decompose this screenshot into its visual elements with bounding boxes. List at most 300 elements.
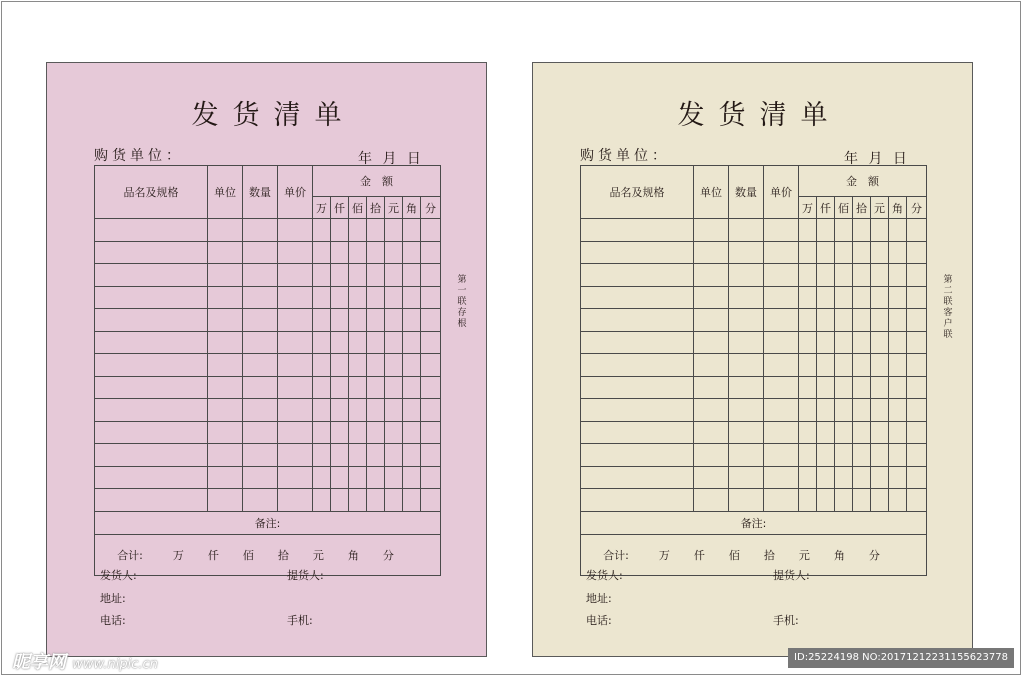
- table-cell[interactable]: [729, 354, 764, 377]
- table-cell[interactable]: [385, 466, 403, 489]
- table-cell[interactable]: [208, 241, 243, 264]
- table-cell[interactable]: [313, 489, 331, 512]
- table-cell[interactable]: [385, 354, 403, 377]
- table-cell[interactable]: [278, 376, 313, 399]
- table-cell[interactable]: [581, 219, 694, 242]
- table-cell[interactable]: [421, 421, 441, 444]
- table-cell[interactable]: [349, 309, 367, 332]
- table-cell[interactable]: [729, 489, 764, 512]
- table-row: [95, 466, 441, 489]
- table-cell[interactable]: [208, 286, 243, 309]
- table-cell[interactable]: [385, 309, 403, 332]
- table-cell[interactable]: [817, 331, 835, 354]
- table-cell[interactable]: [889, 399, 907, 422]
- table-row: [581, 376, 927, 399]
- table-cell[interactable]: [889, 466, 907, 489]
- table-cell[interactable]: [907, 376, 927, 399]
- table-cell[interactable]: [208, 309, 243, 332]
- table-cell[interactable]: [367, 466, 385, 489]
- total-label: 合计:: [603, 548, 629, 562]
- table-cell[interactable]: [208, 219, 243, 242]
- table-row: [95, 241, 441, 264]
- table-cell[interactable]: [799, 444, 817, 467]
- table-cell[interactable]: [421, 309, 441, 332]
- table-cell[interactable]: [764, 399, 799, 422]
- table-cell[interactable]: [581, 421, 694, 444]
- table-cell[interactable]: [349, 421, 367, 444]
- table-cell[interactable]: [799, 399, 817, 422]
- table-cell[interactable]: [208, 354, 243, 377]
- table-cell[interactable]: [421, 354, 441, 377]
- table-cell[interactable]: [889, 219, 907, 242]
- table-cell[interactable]: [764, 219, 799, 242]
- table-cell[interactable]: [208, 399, 243, 422]
- table-cell[interactable]: [907, 489, 927, 512]
- table-cell[interactable]: [313, 286, 331, 309]
- table-cell[interactable]: [581, 354, 694, 377]
- table-cell[interactable]: [403, 309, 421, 332]
- table-row: [95, 264, 441, 287]
- table-cell[interactable]: [349, 399, 367, 422]
- table-cell[interactable]: [889, 444, 907, 467]
- table-cell[interactable]: [95, 466, 208, 489]
- table-cell[interactable]: [385, 376, 403, 399]
- table-cell[interactable]: [95, 241, 208, 264]
- table-cell[interactable]: [871, 444, 889, 467]
- table-cell[interactable]: [208, 466, 243, 489]
- table-cell[interactable]: [817, 376, 835, 399]
- mobile-label: 手机:: [773, 614, 799, 627]
- table-cell[interactable]: [871, 241, 889, 264]
- table-cell[interactable]: [349, 286, 367, 309]
- table-cell[interactable]: [835, 354, 853, 377]
- table-cell[interactable]: [853, 421, 871, 444]
- table-cell[interactable]: [853, 309, 871, 332]
- table-cell[interactable]: [889, 421, 907, 444]
- table-cell[interactable]: [817, 421, 835, 444]
- table-cell[interactable]: [385, 286, 403, 309]
- table-cell[interactable]: [421, 219, 441, 242]
- table-cell[interactable]: [581, 444, 694, 467]
- table-cell[interactable]: [403, 219, 421, 242]
- table-cell[interactable]: [367, 444, 385, 467]
- table-cell[interactable]: [835, 219, 853, 242]
- table-cell[interactable]: [331, 399, 349, 422]
- table-cell[interactable]: [349, 354, 367, 377]
- table-cell[interactable]: [729, 466, 764, 489]
- table-cell[interactable]: [907, 399, 927, 422]
- table-cell[interactable]: [331, 489, 349, 512]
- table-cell[interactable]: [421, 264, 441, 287]
- table-cell[interactable]: [313, 331, 331, 354]
- table-cell[interactable]: [907, 309, 927, 332]
- table-cell[interactable]: [581, 309, 694, 332]
- table-cell[interactable]: [764, 264, 799, 287]
- table-cell[interactable]: [835, 466, 853, 489]
- table-cell[interactable]: [729, 399, 764, 422]
- table-cell[interactable]: [871, 264, 889, 287]
- table-cell[interactable]: [729, 421, 764, 444]
- table-cell[interactable]: [907, 241, 927, 264]
- table-cell[interactable]: [799, 489, 817, 512]
- table-row: [581, 444, 927, 467]
- table-cell[interactable]: [95, 421, 208, 444]
- table-cell[interactable]: [729, 286, 764, 309]
- table-cell[interactable]: [764, 241, 799, 264]
- table-cell[interactable]: [421, 444, 441, 467]
- table-cell[interactable]: [349, 466, 367, 489]
- table-cell[interactable]: [764, 354, 799, 377]
- table-cell[interactable]: [835, 376, 853, 399]
- total-unit: 仟: [693, 548, 705, 562]
- table-cell[interactable]: [367, 286, 385, 309]
- table-cell[interactable]: [817, 286, 835, 309]
- table-cell[interactable]: [764, 309, 799, 332]
- table-cell[interactable]: [331, 376, 349, 399]
- table-cell[interactable]: [889, 354, 907, 377]
- table-cell[interactable]: [385, 264, 403, 287]
- table-cell[interactable]: [208, 444, 243, 467]
- table-cell[interactable]: [349, 331, 367, 354]
- table-cell[interactable]: [835, 399, 853, 422]
- table-cell[interactable]: [403, 466, 421, 489]
- table-cell[interactable]: [278, 489, 313, 512]
- table-cell[interactable]: [421, 466, 441, 489]
- table-cell[interactable]: [694, 399, 729, 422]
- table-cell[interactable]: [581, 466, 694, 489]
- table-cell[interactable]: [243, 264, 278, 287]
- table-cell[interactable]: [421, 241, 441, 264]
- table-cell[interactable]: [799, 354, 817, 377]
- table-cell[interactable]: [871, 376, 889, 399]
- table-cell[interactable]: [889, 309, 907, 332]
- table-cell[interactable]: [871, 354, 889, 377]
- table-cell[interactable]: [278, 241, 313, 264]
- table-cell[interactable]: [243, 466, 278, 489]
- table-cell[interactable]: [385, 219, 403, 242]
- table-cell[interactable]: [243, 399, 278, 422]
- table-cell[interactable]: [367, 219, 385, 242]
- table-cell[interactable]: [313, 219, 331, 242]
- table-cell[interactable]: [313, 309, 331, 332]
- table-cell[interactable]: [694, 489, 729, 512]
- table-cell[interactable]: [729, 376, 764, 399]
- table-cell[interactable]: [385, 444, 403, 467]
- table-cell[interactable]: [278, 309, 313, 332]
- table-cell[interactable]: [871, 219, 889, 242]
- table-cell[interactable]: [208, 376, 243, 399]
- table-cell[interactable]: [243, 219, 278, 242]
- table-cell[interactable]: [208, 489, 243, 512]
- table-cell[interactable]: [403, 376, 421, 399]
- table-cell[interactable]: [817, 399, 835, 422]
- table-cell[interactable]: [367, 376, 385, 399]
- table-cell[interactable]: [278, 466, 313, 489]
- table-cell[interactable]: [853, 376, 871, 399]
- table-cell[interactable]: [385, 421, 403, 444]
- table-cell[interactable]: [349, 376, 367, 399]
- table-cell[interactable]: [313, 399, 331, 422]
- table-cell[interactable]: [243, 489, 278, 512]
- table-cell[interactable]: [694, 466, 729, 489]
- table-cell[interactable]: [907, 466, 927, 489]
- table-cell[interactable]: [421, 286, 441, 309]
- table-cell[interactable]: [331, 219, 349, 242]
- table-cell[interactable]: [278, 354, 313, 377]
- table-cell[interactable]: [889, 331, 907, 354]
- total-units: [143, 549, 418, 562]
- table-cell[interactable]: [367, 399, 385, 422]
- table-cell[interactable]: [313, 376, 331, 399]
- table-cell[interactable]: [313, 444, 331, 467]
- table-cell[interactable]: [95, 286, 208, 309]
- table-cell[interactable]: [835, 421, 853, 444]
- table-cell[interactable]: [871, 286, 889, 309]
- table-cell[interactable]: [243, 241, 278, 264]
- table-cell[interactable]: [694, 444, 729, 467]
- table-cell[interactable]: [907, 264, 927, 287]
- table-cell[interactable]: [243, 376, 278, 399]
- table-cell[interactable]: [729, 444, 764, 467]
- table-cell[interactable]: [421, 331, 441, 354]
- table-cell[interactable]: [421, 376, 441, 399]
- table-cell[interactable]: [243, 421, 278, 444]
- goods-table: [580, 165, 927, 576]
- table-cell[interactable]: [729, 309, 764, 332]
- table-cell[interactable]: [581, 489, 694, 512]
- table-cell[interactable]: [799, 466, 817, 489]
- table-cell[interactable]: [403, 421, 421, 444]
- table-cell[interactable]: [349, 241, 367, 264]
- table-cell[interactable]: [367, 264, 385, 287]
- table-cell[interactable]: [581, 286, 694, 309]
- table-cell[interactable]: [871, 309, 889, 332]
- table-cell[interactable]: [243, 286, 278, 309]
- table-cell[interactable]: [764, 444, 799, 467]
- table-cell[interactable]: [349, 219, 367, 242]
- table-cell[interactable]: [95, 376, 208, 399]
- table-cell[interactable]: [313, 354, 331, 377]
- table-cell[interactable]: [278, 399, 313, 422]
- table-cell[interactable]: [817, 489, 835, 512]
- table-cell[interactable]: [889, 264, 907, 287]
- table-cell[interactable]: [208, 264, 243, 287]
- table-cell[interactable]: [331, 286, 349, 309]
- date-label: 年 月 日: [358, 151, 421, 167]
- table-cell[interactable]: [95, 309, 208, 332]
- table-cell[interactable]: [243, 331, 278, 354]
- table-cell[interactable]: [403, 286, 421, 309]
- table-cell[interactable]: [95, 444, 208, 467]
- table-cell[interactable]: [385, 489, 403, 512]
- table-cell[interactable]: [694, 219, 729, 242]
- table-cell[interactable]: [208, 331, 243, 354]
- table-cell[interactable]: [889, 376, 907, 399]
- table-cell[interactable]: [349, 444, 367, 467]
- copy-label-char: 联: [943, 330, 953, 340]
- table-cell[interactable]: [403, 399, 421, 422]
- table-cell[interactable]: [403, 331, 421, 354]
- table-cell[interactable]: [581, 399, 694, 422]
- table-cell[interactable]: [835, 264, 853, 287]
- table-cell[interactable]: [313, 264, 331, 287]
- table-cell[interactable]: [835, 241, 853, 264]
- table-cell[interactable]: [694, 309, 729, 332]
- table-cell[interactable]: [694, 241, 729, 264]
- table-cell[interactable]: [421, 489, 441, 512]
- table-cell[interactable]: [95, 489, 208, 512]
- table-cell[interactable]: [764, 376, 799, 399]
- table-cell[interactable]: [799, 421, 817, 444]
- table-cell[interactable]: [331, 331, 349, 354]
- table-cell[interactable]: [367, 309, 385, 332]
- table-cell[interactable]: [835, 309, 853, 332]
- table-cell[interactable]: [907, 421, 927, 444]
- table-cell[interactable]: [581, 331, 694, 354]
- table-cell[interactable]: [243, 309, 278, 332]
- table-cell[interactable]: [385, 399, 403, 422]
- table-cell[interactable]: [331, 241, 349, 264]
- table-cell[interactable]: [853, 466, 871, 489]
- table-cell[interactable]: [907, 219, 927, 242]
- table-cell[interactable]: [403, 444, 421, 467]
- table-cell[interactable]: [729, 241, 764, 264]
- table-cell[interactable]: [95, 331, 208, 354]
- table-cell[interactable]: [729, 264, 764, 287]
- table-cell[interactable]: [694, 331, 729, 354]
- table-cell[interactable]: [764, 331, 799, 354]
- table-cell[interactable]: [764, 466, 799, 489]
- table-cell[interactable]: [95, 219, 208, 242]
- table-cell[interactable]: [764, 421, 799, 444]
- table-cell[interactable]: [817, 354, 835, 377]
- table-cell[interactable]: [581, 376, 694, 399]
- table-cell[interactable]: [835, 489, 853, 512]
- table-cell[interactable]: [853, 354, 871, 377]
- table-cell[interactable]: [243, 354, 278, 377]
- table-cell[interactable]: [385, 241, 403, 264]
- table-cell[interactable]: [403, 264, 421, 287]
- table-cell[interactable]: [871, 331, 889, 354]
- table-cell[interactable]: [889, 241, 907, 264]
- table-cell[interactable]: [871, 399, 889, 422]
- table-cell[interactable]: [581, 264, 694, 287]
- table-cell[interactable]: [907, 286, 927, 309]
- table-cell[interactable]: [694, 354, 729, 377]
- table-cell[interactable]: [853, 399, 871, 422]
- table-cell[interactable]: [871, 466, 889, 489]
- table-cell[interactable]: [349, 489, 367, 512]
- table-cell[interactable]: [95, 399, 208, 422]
- table-cell[interactable]: [208, 421, 243, 444]
- table-cell[interactable]: [799, 264, 817, 287]
- table-cell[interactable]: [95, 354, 208, 377]
- table-cell[interactable]: [853, 241, 871, 264]
- table-cell[interactable]: [581, 241, 694, 264]
- table-cell[interactable]: [729, 331, 764, 354]
- table-cell[interactable]: [835, 444, 853, 467]
- table-cell[interactable]: [817, 264, 835, 287]
- table-cell[interactable]: [853, 219, 871, 242]
- table-cell[interactable]: [278, 444, 313, 467]
- table-cell[interactable]: [694, 421, 729, 444]
- table-cell[interactable]: [367, 354, 385, 377]
- table-cell[interactable]: [331, 466, 349, 489]
- table-cell[interactable]: [243, 444, 278, 467]
- amount-digit-header: 佰: [349, 197, 367, 219]
- table-cell[interactable]: [907, 444, 927, 467]
- table-cell[interactable]: [278, 219, 313, 242]
- table-cell[interactable]: [694, 376, 729, 399]
- table-cell[interactable]: [421, 399, 441, 422]
- table-cell[interactable]: [817, 466, 835, 489]
- table-cell[interactable]: [817, 241, 835, 264]
- table-cell[interactable]: [799, 309, 817, 332]
- table-cell[interactable]: [853, 286, 871, 309]
- table-cell[interactable]: [799, 241, 817, 264]
- table-cell[interactable]: [313, 421, 331, 444]
- table-cell[interactable]: [835, 331, 853, 354]
- table-cell[interactable]: [799, 219, 817, 242]
- table-cell[interactable]: [331, 421, 349, 444]
- table-cell[interactable]: [799, 376, 817, 399]
- table-cell[interactable]: [817, 309, 835, 332]
- table-cell[interactable]: [764, 489, 799, 512]
- table-cell[interactable]: [367, 331, 385, 354]
- table-cell[interactable]: [853, 331, 871, 354]
- table-cell[interactable]: [403, 241, 421, 264]
- table-cell[interactable]: [799, 286, 817, 309]
- table-cell[interactable]: [764, 286, 799, 309]
- table-cell[interactable]: [313, 241, 331, 264]
- table-cell[interactable]: [349, 264, 367, 287]
- table-cell[interactable]: [278, 264, 313, 287]
- table-cell[interactable]: [278, 421, 313, 444]
- table-cell[interactable]: [331, 264, 349, 287]
- table-cell[interactable]: [367, 489, 385, 512]
- table-cell[interactable]: [853, 444, 871, 467]
- table-cell[interactable]: [95, 264, 208, 287]
- table-cell[interactable]: [853, 264, 871, 287]
- table-cell[interactable]: [817, 219, 835, 242]
- table-cell[interactable]: [694, 264, 729, 287]
- table-cell[interactable]: [278, 286, 313, 309]
- table-cell[interactable]: [835, 286, 853, 309]
- table-cell[interactable]: [871, 421, 889, 444]
- table-cell[interactable]: [278, 331, 313, 354]
- table-cell[interactable]: [385, 331, 403, 354]
- table-cell[interactable]: [403, 489, 421, 512]
- table-cell[interactable]: [817, 444, 835, 467]
- table-cell[interactable]: [367, 421, 385, 444]
- table-cell[interactable]: [313, 466, 331, 489]
- table-cell[interactable]: [694, 286, 729, 309]
- table-cell[interactable]: [907, 354, 927, 377]
- table-cell[interactable]: [331, 354, 349, 377]
- table-cell[interactable]: [403, 354, 421, 377]
- table-cell[interactable]: [889, 286, 907, 309]
- table-cell[interactable]: [889, 489, 907, 512]
- table-cell[interactable]: [907, 331, 927, 354]
- table-cell[interactable]: [331, 444, 349, 467]
- table-cell[interactable]: [367, 241, 385, 264]
- table-cell[interactable]: [799, 331, 817, 354]
- buyer-label: 购货单位：: [94, 148, 184, 164]
- table-cell[interactable]: [729, 219, 764, 242]
- table-cell[interactable]: [331, 309, 349, 332]
- table-cell[interactable]: [871, 489, 889, 512]
- table-cell[interactable]: [853, 489, 871, 512]
